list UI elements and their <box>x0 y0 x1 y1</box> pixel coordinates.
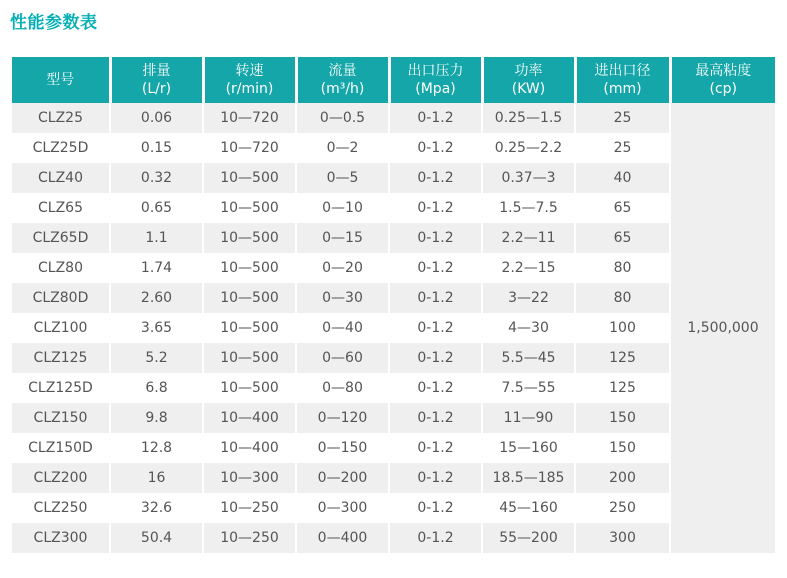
value-cell: 10—400 <box>203 433 296 463</box>
table-row <box>12 433 775 463</box>
model-cell: CLZ40 <box>12 163 110 193</box>
model-cell: CLZ25D <box>12 133 110 163</box>
model-cell: CLZ100 <box>12 313 110 343</box>
value-cell: 1.74 <box>110 253 203 283</box>
value-cell: 12.8 <box>110 433 203 463</box>
value-cell: 40 <box>575 163 670 193</box>
value-cell: 0-1.2 <box>389 463 482 493</box>
model-cell: CLZ250 <box>12 493 110 523</box>
model-cell: CLZ125 <box>12 343 110 373</box>
value-cell: 0—60 <box>296 343 389 373</box>
model-cell: CLZ65 <box>12 193 110 223</box>
value-cell: 50.4 <box>110 523 203 553</box>
table-row <box>12 223 775 253</box>
model-cell: CLZ80 <box>12 253 110 283</box>
model-cell: CLZ150 <box>12 403 110 433</box>
value-cell: 0-1.2 <box>389 133 482 163</box>
value-cell: 125 <box>575 373 670 403</box>
value-cell: 0-1.2 <box>389 163 482 193</box>
value-cell: 0-1.2 <box>389 433 482 463</box>
value-cell: 0-1.2 <box>389 253 482 283</box>
header-row <box>12 57 775 103</box>
value-cell: 0—10 <box>296 193 389 223</box>
value-cell: 0.25—2.2 <box>482 133 575 163</box>
table-row <box>12 523 775 553</box>
value-cell: 0—0.5 <box>296 103 389 133</box>
value-cell: 65 <box>575 223 670 253</box>
table-row <box>12 313 775 343</box>
column-header: 最高粘度 (cp) <box>670 57 775 103</box>
value-cell: 2.2—15 <box>482 253 575 283</box>
value-cell: 32.6 <box>110 493 203 523</box>
table-row <box>12 103 775 133</box>
value-cell: 0-1.2 <box>389 343 482 373</box>
value-cell: 0-1.2 <box>389 193 482 223</box>
value-cell: 250 <box>575 493 670 523</box>
value-cell: 6.8 <box>110 373 203 403</box>
value-cell: 3.65 <box>110 313 203 343</box>
value-cell: 0—20 <box>296 253 389 283</box>
model-cell: CLZ150D <box>12 433 110 463</box>
value-cell: 5.5—45 <box>482 343 575 373</box>
table-row <box>12 463 775 493</box>
value-cell: 0.06 <box>110 103 203 133</box>
value-cell: 0—40 <box>296 313 389 343</box>
column-header: 排量 (L/r) <box>110 57 203 103</box>
value-cell: 9.8 <box>110 403 203 433</box>
model-cell: CLZ25 <box>12 103 110 133</box>
model-cell: CLZ200 <box>12 463 110 493</box>
value-cell: 25 <box>575 103 670 133</box>
value-cell: 0.37—3 <box>482 163 575 193</box>
table-row <box>12 193 775 223</box>
max-viscosity-cell: 1,500,000 <box>670 103 775 553</box>
model-cell: CLZ65D <box>12 223 110 253</box>
value-cell: 10—500 <box>203 343 296 373</box>
value-cell: 10—500 <box>203 283 296 313</box>
value-cell: 0—80 <box>296 373 389 403</box>
value-cell: 11—90 <box>482 403 575 433</box>
model-cell: CLZ300 <box>12 523 110 553</box>
value-cell: 0-1.2 <box>389 103 482 133</box>
value-cell: 5.2 <box>110 343 203 373</box>
value-cell: 150 <box>575 403 670 433</box>
table-row <box>12 493 775 523</box>
value-cell: 10—720 <box>203 133 296 163</box>
value-cell: 2.60 <box>110 283 203 313</box>
value-cell: 0-1.2 <box>389 523 482 553</box>
value-cell: 80 <box>575 283 670 313</box>
column-header: 转速 (r/min) <box>203 57 296 103</box>
column-header: 流量 (m³/h) <box>296 57 389 103</box>
value-cell: 0—120 <box>296 403 389 433</box>
table-body <box>12 103 775 553</box>
value-cell: 0-1.2 <box>389 403 482 433</box>
performance-table <box>12 57 775 553</box>
value-cell: 0—15 <box>296 223 389 253</box>
value-cell: 7.5—55 <box>482 373 575 403</box>
value-cell: 150 <box>575 433 670 463</box>
value-cell: 0.15 <box>110 133 203 163</box>
value-cell: 0—30 <box>296 283 389 313</box>
value-cell: 0—2 <box>296 133 389 163</box>
value-cell: 10—500 <box>203 163 296 193</box>
value-cell: 4—30 <box>482 313 575 343</box>
value-cell: 0-1.2 <box>389 373 482 403</box>
value-cell: 10—500 <box>203 223 296 253</box>
value-cell: 10—500 <box>203 253 296 283</box>
value-cell: 0—5 <box>296 163 389 193</box>
value-cell: 10—720 <box>203 103 296 133</box>
table-row <box>12 403 775 433</box>
value-cell: 10—500 <box>203 373 296 403</box>
value-cell: 0—200 <box>296 463 389 493</box>
model-cell: CLZ125D <box>12 373 110 403</box>
value-cell: 200 <box>575 463 670 493</box>
table-row <box>12 133 775 163</box>
value-cell: 1.5—7.5 <box>482 193 575 223</box>
value-cell: 125 <box>575 343 670 373</box>
value-cell: 0-1.2 <box>389 283 482 313</box>
value-cell: 45—160 <box>482 493 575 523</box>
table-row <box>12 283 775 313</box>
value-cell: 10—250 <box>203 493 296 523</box>
value-cell: 10—250 <box>203 523 296 553</box>
value-cell: 1.1 <box>110 223 203 253</box>
value-cell: 15—160 <box>482 433 575 463</box>
value-cell: 0.25—1.5 <box>482 103 575 133</box>
value-cell: 55—200 <box>482 523 575 553</box>
value-cell: 10—500 <box>203 193 296 223</box>
value-cell: 0—400 <box>296 523 389 553</box>
value-cell: 0-1.2 <box>389 313 482 343</box>
value-cell: 10—400 <box>203 403 296 433</box>
value-cell: 80 <box>575 253 670 283</box>
column-header: 出口压力 (Mpa) <box>389 57 482 103</box>
value-cell: 300 <box>575 523 670 553</box>
value-cell: 10—500 <box>203 313 296 343</box>
model-cell: CLZ80D <box>12 283 110 313</box>
value-cell: 100 <box>575 313 670 343</box>
value-cell: 0-1.2 <box>389 223 482 253</box>
value-cell: 0.32 <box>110 163 203 193</box>
value-cell: 2.2—11 <box>482 223 575 253</box>
value-cell: 25 <box>575 133 670 163</box>
table-row <box>12 343 775 373</box>
value-cell: 16 <box>110 463 203 493</box>
column-header: 进出口径 (mm) <box>575 57 670 103</box>
column-header: 型号 <box>12 57 110 103</box>
value-cell: 10—300 <box>203 463 296 493</box>
value-cell: 0—150 <box>296 433 389 463</box>
value-cell: 0.65 <box>110 193 203 223</box>
page-title: 性能参数表 <box>10 13 98 33</box>
column-header: 功率 (KW) <box>482 57 575 103</box>
table-row <box>12 253 775 283</box>
table-row <box>12 373 775 403</box>
value-cell: 0—300 <box>296 493 389 523</box>
value-cell: 3—22 <box>482 283 575 313</box>
table-row <box>12 163 775 193</box>
value-cell: 65 <box>575 193 670 223</box>
value-cell: 18.5—185 <box>482 463 575 493</box>
value-cell: 0-1.2 <box>389 493 482 523</box>
